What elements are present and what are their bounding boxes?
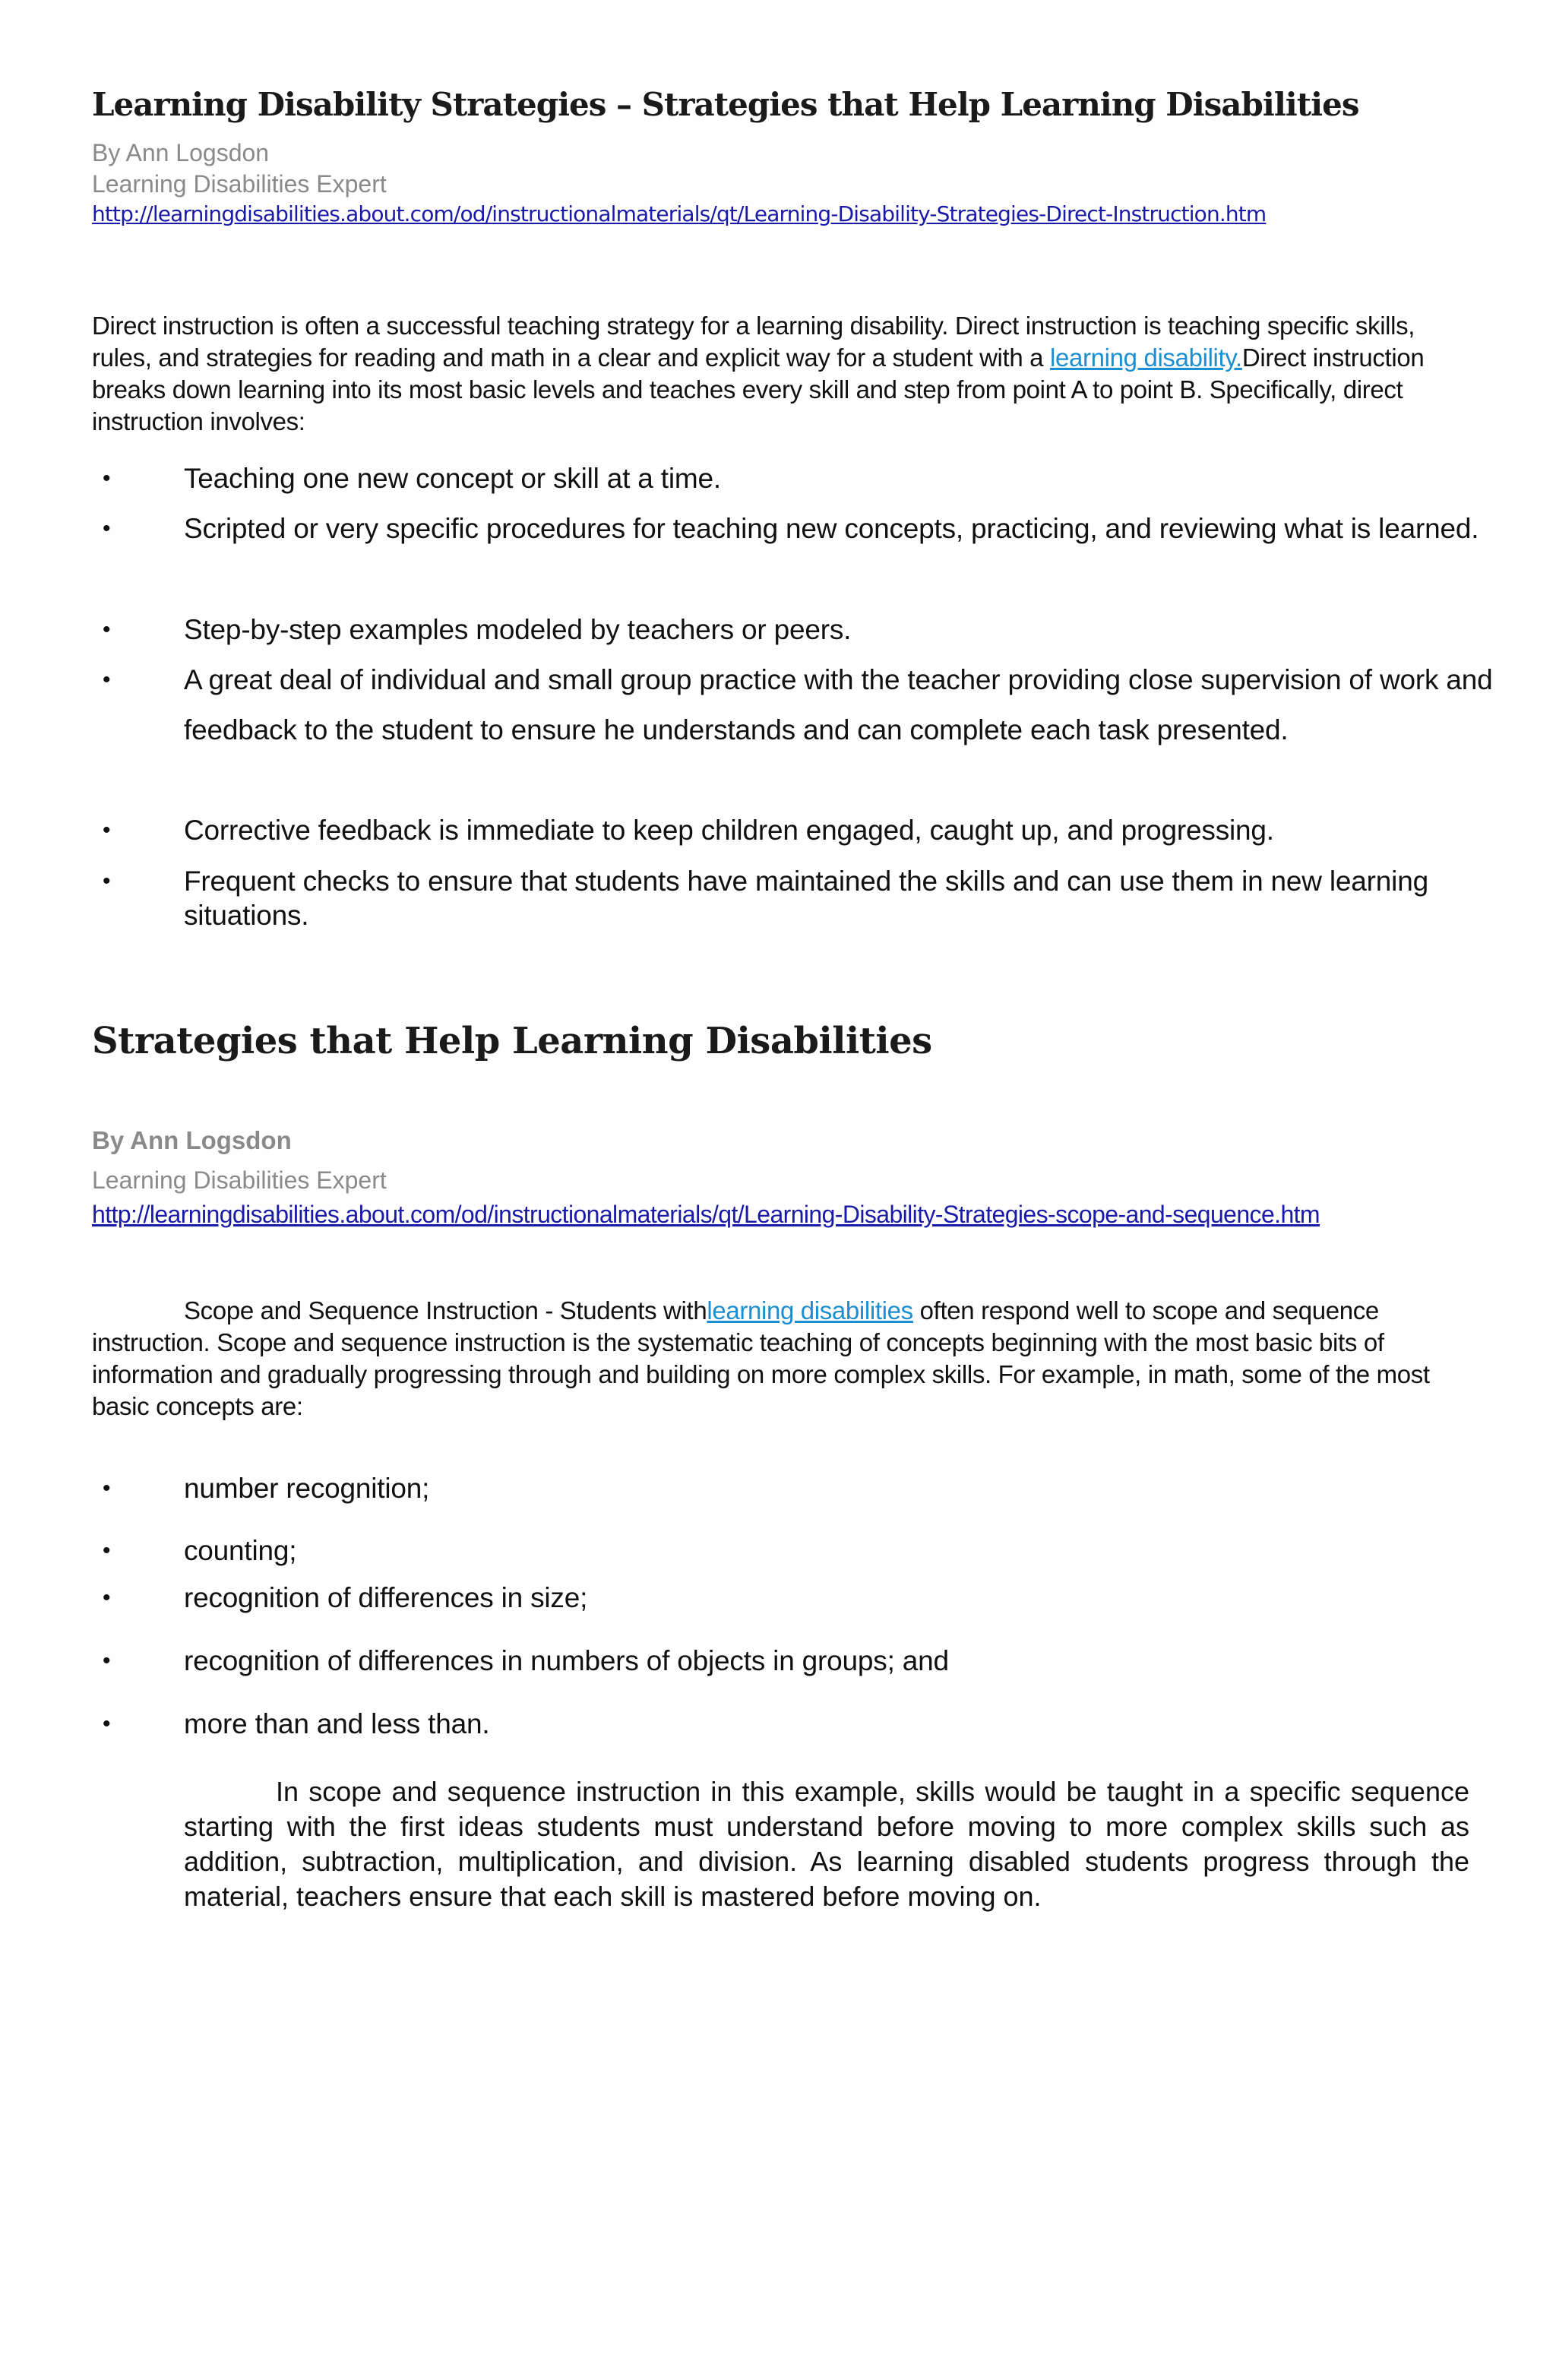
author-role: Learning Disabilities Expert	[92, 170, 387, 198]
source-url-link[interactable]: http://learningdisabilities.about.com/od/instructionalmaterials/qt/Learning-Disability-Strategies-Direct-Instruction.htm	[92, 201, 1267, 226]
bullet-icon: •	[103, 667, 111, 692]
source-url-link[interactable]: http://learningdisabilities.about.com/od/instructionalmaterials/qt/Learning-Disability-Strategies-scope-and-sequence.htm	[92, 1201, 1320, 1228]
list-item-text: Step-by-step examples modeled by teachers or peers.	[184, 614, 852, 645]
author-byline: By Ann Logsdon	[92, 1126, 292, 1154]
learning-disability-link[interactable]: learning disability.	[1050, 343, 1242, 372]
list-item-text: Corrective feedback is immediate to keep children engaged, caught up, and progressing.	[184, 815, 1274, 846]
list-item-text: number recognition;	[184, 1473, 430, 1504]
section-title: Strategies that Help Learning Disabilities	[92, 1020, 932, 1062]
bullet-icon: •	[103, 1538, 111, 1563]
bullet-icon: •	[103, 617, 111, 642]
list-item	[92, 655, 1493, 805]
bullet-icon: •	[103, 1476, 111, 1501]
list-item	[92, 805, 1467, 856]
learning-disabilities-link[interactable]: learning disabilities	[707, 1296, 913, 1325]
bullet-icon: •	[103, 818, 111, 843]
bullet-icon: •	[103, 466, 111, 491]
list-item-text: recognition of differences in numbers of objects in groups; and	[184, 1645, 949, 1676]
list-item-text: more than and less than.	[184, 1708, 490, 1739]
list-item	[92, 605, 1467, 655]
list-item	[92, 504, 1479, 604]
list-item-text: Teaching one new concept or skill at a time.	[184, 463, 721, 494]
bullet-icon: •	[103, 1648, 111, 1673]
intro-text: Scope and Sequence Instruction - Students with	[184, 1296, 707, 1325]
list-item	[92, 454, 1467, 504]
bullet-icon: •	[103, 1711, 111, 1736]
intro-text-continued: Direct instruction breaks down learning into its most basic levels and teaches every skill and step from point A to point B. Specifically, direct instruction involves:	[92, 343, 1425, 435]
intro-text-continued: often respond well to scope and sequence instruction. Scope and sequence instruction is the systematic teaching of concepts beginning with the most basic bits of information and gradually progressing through and building on more complex skills. For example, in math, some of the most basic concepts are:	[92, 1296, 1430, 1420]
list-item-text: A great deal of individual and small group practice with the teacher providing close supervision of work and feedback to the student to ensure he understands and can complete each task presented.	[184, 664, 1493, 745]
list-item	[92, 1526, 1467, 1576]
author-role: Learning Disabilities Expert	[92, 1166, 387, 1194]
list-item-text: Scripted or very specific procedures for teaching new concepts, practicing, and reviewing what is learned.	[184, 513, 1479, 544]
bullet-icon: •	[103, 516, 111, 541]
list-item	[92, 1699, 1467, 1749]
bullet-icon: •	[103, 869, 111, 894]
list-item-text: Frequent checks to ensure that students have maintained the skills and can use them in new learning situations.	[184, 866, 1428, 931]
intro-text: Direct instruction is often a successful teaching strategy for a learning disability. Direct instruction is teaching specific skills, rules, and strategies for reading and math in a clear and explicit way for a student with a	[92, 312, 1415, 372]
intro-paragraph	[92, 1295, 1467, 1423]
list-item	[92, 1636, 1467, 1686]
list-item	[92, 1464, 1467, 1514]
list-item-text: counting;	[184, 1535, 297, 1566]
article-title: Learning Disability Strategies – Strategies that Help Learning Disabilities	[92, 86, 1359, 123]
bullet-icon: •	[103, 1585, 111, 1610]
closing-paragraph: In scope and sequence instruction in this example, skills would be taught in a specific sequence starting with the first ideas students must understand before moving to more complex skills such as addition, subtraction, multiplication, and division. As learning disabled students progress through the material, teachers ensure that each skill is mastered before moving on.	[184, 1776, 1469, 1912]
list-item-text: recognition of differences in size;	[184, 1582, 588, 1613]
list-item	[92, 1573, 1467, 1623]
list-item	[92, 856, 1467, 940]
author-byline: By Ann Logsdon	[92, 139, 270, 166]
intro-paragraph	[92, 310, 1467, 438]
